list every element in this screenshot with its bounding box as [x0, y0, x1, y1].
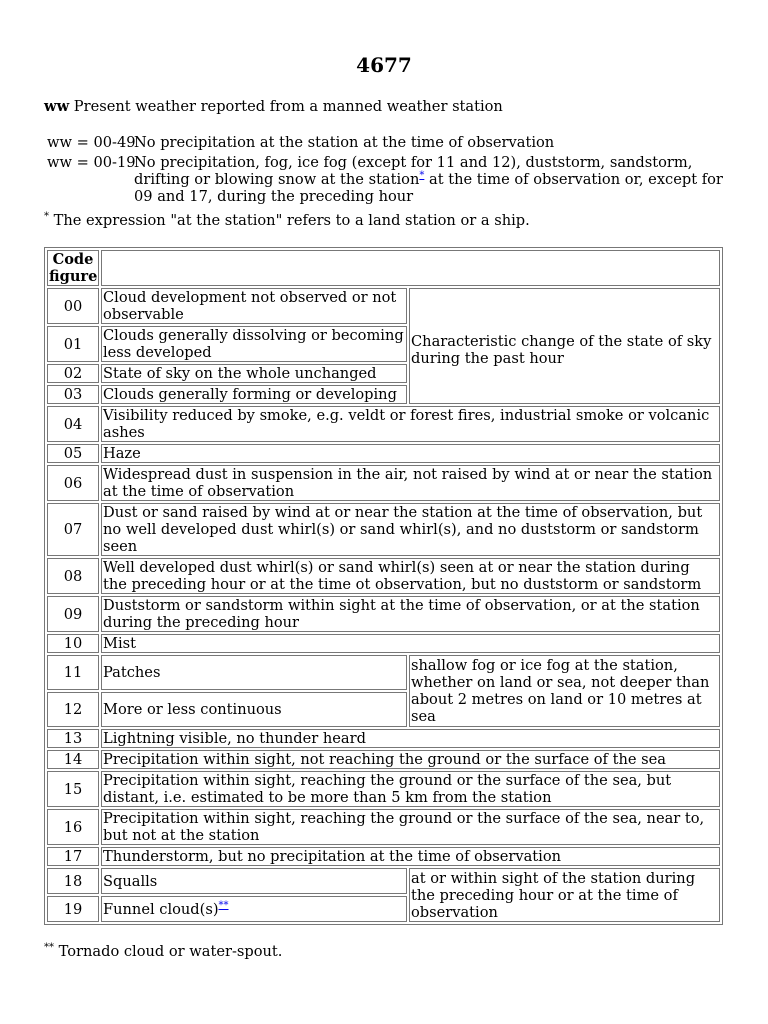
table-row: [47, 809, 720, 845]
code-cell: 03: [47, 385, 99, 404]
description-cell: Patches: [101, 655, 407, 690]
page-title: 4677: [356, 53, 412, 77]
description-cell: Cloud development not observed or not observable: [101, 288, 407, 324]
code-table: [44, 247, 723, 925]
group-note-00-03: Characteristic change of the state of sky during the past hour: [409, 288, 720, 404]
footnote-text: The expression "at the station" refers to a land station or a ship.: [49, 212, 530, 229]
code-cell: 06: [47, 465, 99, 501]
table-row: [47, 868, 720, 894]
description-cell: [101, 896, 407, 922]
description-text: Funnel cloud(s): [103, 900, 219, 918]
footnote-text: Tornado cloud or water-spout.: [54, 943, 283, 960]
footnote-station: [44, 212, 530, 229]
description-cell: Dust or sand raised by wind at or near the station at the time of observation, but no well developed dust whirl(s) or sand whirl(s), and no duststorm or sandstorm seen: [101, 503, 720, 556]
code-cell: 19: [47, 896, 99, 922]
code-cell: 10: [47, 634, 99, 653]
definition-label: ww = 00-49: [47, 134, 136, 151]
code-cell: 09: [47, 596, 99, 632]
code-cell: 15: [47, 771, 99, 807]
table-row: [47, 750, 720, 769]
table-header-row: [47, 250, 720, 286]
footnote-mark: *: [44, 211, 49, 223]
description-cell: Squalls: [101, 868, 407, 894]
description-cell: Mist: [101, 634, 720, 653]
description-cell: Precipitation within sight, not reaching the ground or the surface of the sea: [101, 750, 720, 769]
footnote-link[interactable]: *: [419, 170, 425, 182]
code-cell: 16: [47, 809, 99, 845]
description-cell: Clouds generally forming or developing: [101, 385, 407, 404]
definition-text: at the time of observation or, except for 09 and 17, during the preceding hour: [134, 171, 723, 205]
table-row: [47, 558, 720, 594]
table-heading: [44, 98, 503, 115]
group-note-18-19: at or within sight of the station during the preceding hour or at the time of observation: [409, 868, 720, 922]
group-note-11-12: shallow fog or ice fog at the station, whether on land or sea, not deeper than about 2 metres on land or 10 metres at sea: [409, 655, 720, 727]
heading-text: Present weather reported from a manned weather station: [69, 98, 503, 115]
description-cell: State of sky on the whole unchanged: [101, 364, 407, 383]
table-row: [47, 634, 720, 653]
description-cell: Precipitation within sight, reaching the ground or the surface of the sea, but distant, i.e. estimated to be more than 5 km from the station: [101, 771, 720, 807]
code-cell: 17: [47, 847, 99, 866]
definition-text: No precipitation, fog, ice fog (except for 11 and 12), duststorm, sandstorm,: [134, 154, 693, 171]
code-cell: 12: [47, 692, 99, 727]
heading-code: ww: [44, 98, 70, 115]
footnote-funnel-cloud: [44, 943, 282, 960]
code-cell: 13: [47, 729, 99, 748]
table-row: [47, 729, 720, 748]
footnote-link[interactable]: **: [218, 899, 229, 911]
table-row: [47, 655, 720, 690]
code-cell: 07: [47, 503, 99, 556]
table-row: [47, 771, 720, 807]
header-code-figure: Code figure: [49, 251, 98, 285]
table-row: [47, 444, 720, 463]
definition-00-19: [47, 154, 737, 205]
code-cell: 01: [47, 326, 99, 362]
description-cell: Well developed dust whirl(s) or sand whirl(s) seen at or near the station during the preceding hour or at the time ot observation, but no duststorm or sandstorm: [101, 558, 720, 594]
header-description: [101, 250, 720, 286]
description-cell: Visibility reduced by smoke, e.g. veldt or forest fires, industrial smoke or volcanic ashes: [101, 406, 720, 442]
code-cell: 18: [47, 868, 99, 894]
code-cell: 11: [47, 655, 99, 690]
table-row: [47, 596, 720, 632]
table-row: [47, 465, 720, 501]
description-cell: Thunderstorm, but no precipitation at the time of observation: [101, 847, 720, 866]
definition-00-49: [47, 134, 554, 151]
table-row: [47, 288, 720, 324]
definition-label: ww = 00-19: [47, 154, 136, 171]
description-cell: Precipitation within sight, reaching the ground or the surface of the sea, near to, but not at the station: [101, 809, 720, 845]
definition-text: No precipitation at the station at the time of observation: [134, 134, 555, 151]
definition-text: drifting or blowing snow at the station: [134, 171, 420, 188]
description-cell: Haze: [101, 444, 720, 463]
code-cell: 04: [47, 406, 99, 442]
code-cell: 00: [47, 288, 99, 324]
description-cell: Duststorm or sandstorm within sight at the time of observation, or at the station during the preceding hour: [101, 596, 720, 632]
table-row: [47, 847, 720, 866]
code-cell: 14: [47, 750, 99, 769]
table-row: [47, 406, 720, 442]
code-cell: 08: [47, 558, 99, 594]
footnote-mark: **: [44, 942, 54, 954]
table-row: [47, 503, 720, 556]
description-cell: Widespread dust in suspension in the air, not raised by wind at or near the station at the time of observation: [101, 465, 720, 501]
description-cell: Lightning visible, no thunder heard: [101, 729, 720, 748]
description-cell: More or less continuous: [101, 692, 407, 727]
description-cell: Clouds generally dissolving or becoming less developed: [101, 326, 407, 362]
code-cell: 02: [47, 364, 99, 383]
code-cell: 05: [47, 444, 99, 463]
